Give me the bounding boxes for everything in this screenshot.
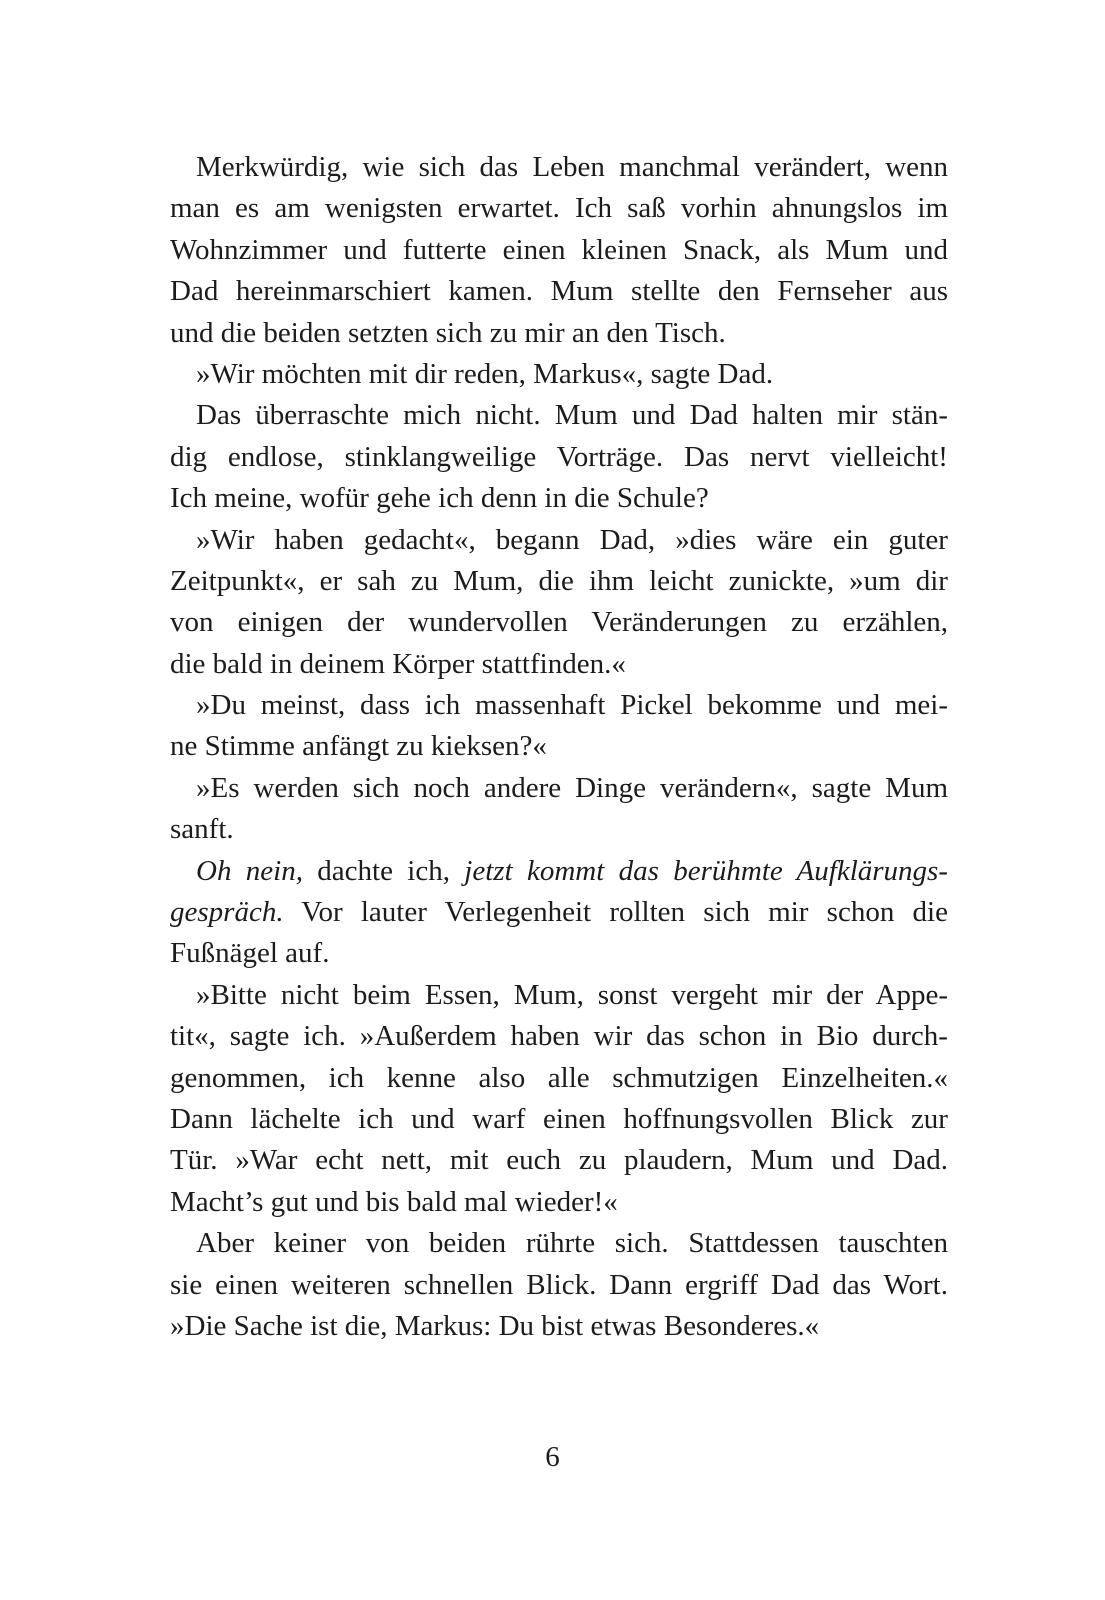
text-line-content: dig endlose, stinklangweilige Vorträge. Das nervt vielleicht!	[170, 440, 948, 473]
text-line	[170, 561, 948, 602]
text-line-content: Aber keiner von beiden rührte sich. Stattdessen tauschten	[196, 1227, 948, 1260]
text-line	[170, 1265, 948, 1306]
text-line	[170, 1016, 948, 1057]
text-line-content: Dann lächelte ich und warf einen hoffnungsvollen Blick zur	[170, 1102, 948, 1135]
text-line	[170, 1058, 948, 1099]
text-line	[170, 313, 948, 354]
text-line-content: Tür. »War echt nett, mit euch zu plaudern, Mum und Dad.	[170, 1144, 949, 1177]
text-line-content: sanft.	[170, 813, 234, 846]
page-number: 6	[545, 1441, 560, 1473]
text-line-content: »Die Sache ist die, Markus: Du bist etwas Besonderes.«	[170, 1309, 820, 1342]
text-line	[170, 685, 948, 726]
text-line-content: Fußnägel auf.	[170, 937, 330, 970]
text-line	[170, 188, 948, 229]
text-line-content: »Du meinst, dass ich massenhaft Pickel bekomme und mei-	[196, 689, 948, 722]
text-line	[170, 1223, 948, 1264]
text-line-content: Das überraschte mich nicht. Mum und Dad halten mir stän-	[196, 399, 949, 432]
text-line-content: »Bitte nicht beim Essen, Mum, sonst vergeht mir der Appe-	[196, 978, 949, 1011]
text-line	[170, 1099, 948, 1140]
text-line	[170, 520, 948, 561]
text-line-content: man es am wenigsten erwartet. Ich saß vorhin ahnungslos im	[170, 192, 949, 225]
text-line-content: Macht’s gut und bis bald mal wieder!«	[170, 1185, 618, 1218]
text-line-content: Merkwürdig, wie sich das Leben manchmal verändert, wenn	[196, 151, 949, 183]
text-line	[170, 726, 948, 767]
text-line	[170, 892, 948, 933]
text-line	[170, 933, 948, 974]
text-line	[170, 851, 948, 892]
text-line	[170, 1140, 948, 1181]
text-line-content: die bald in deinem Körper stattfinden.«	[170, 647, 626, 680]
text-line	[170, 768, 948, 809]
text-line-content: »Es werden sich noch andere Dinge verändern«, sagte Mum	[196, 771, 949, 804]
text-line	[170, 809, 948, 850]
text-line-content: ne Stimme anfängt zu kieksen?«	[170, 730, 547, 763]
text-line-content: tit«, sagte ich. »Außerdem haben wir das schon in Bio durch-	[170, 1020, 948, 1053]
text-line-content: Ich meine, wofür gehe ich denn in die Schule?	[170, 482, 709, 515]
text-line	[170, 478, 948, 519]
text-line-content: Wohnzimmer und futterte einen kleinen Snack, als Mum und	[170, 233, 948, 266]
text-line	[170, 602, 948, 643]
text-line	[170, 437, 948, 478]
text-line-content: von einigen der wundervollen Veränderungen zu erzählen,	[170, 606, 949, 639]
text-line-content: »Wir möchten mit dir reden, Markus«, sagte Dad.	[196, 357, 774, 390]
text-line-content: Dad hereinmarschiert kamen. Mum stellte den Fernseher aus	[170, 275, 949, 308]
text-line	[170, 147, 948, 188]
text-line	[170, 354, 948, 395]
text-line	[170, 395, 948, 436]
text-line-content: »Wir haben gedacht«, begann Dad, »dies wäre ein guter	[196, 523, 948, 556]
page-text-block	[170, 147, 948, 1347]
text-line-content: sie einen weiteren schnellen Blick. Dann ergriff Dad das Wort.	[170, 1268, 948, 1301]
text-line-content: genommen, ich kenne also alle schmutzigen Einzelheiten.«	[170, 1061, 949, 1094]
text-line	[170, 271, 948, 312]
text-line-content: gespräch. Vor lauter Verlegenheit rollten sich mir schon die	[170, 896, 948, 929]
text-line-content: und die beiden setzten sich zu mir an den Tisch.	[170, 316, 726, 349]
text-line	[170, 1182, 948, 1223]
text-line-content: Oh nein, dachte ich, jetzt kommt das berühmte Aufklärungs-	[196, 854, 948, 887]
text-line	[170, 644, 948, 685]
text-line-content: Zeitpunkt«, er sah zu Mum, die ihm leicht zunickte, »um dir	[170, 564, 948, 597]
text-line	[170, 975, 948, 1016]
text-line	[170, 230, 948, 271]
text-line	[170, 1306, 948, 1347]
